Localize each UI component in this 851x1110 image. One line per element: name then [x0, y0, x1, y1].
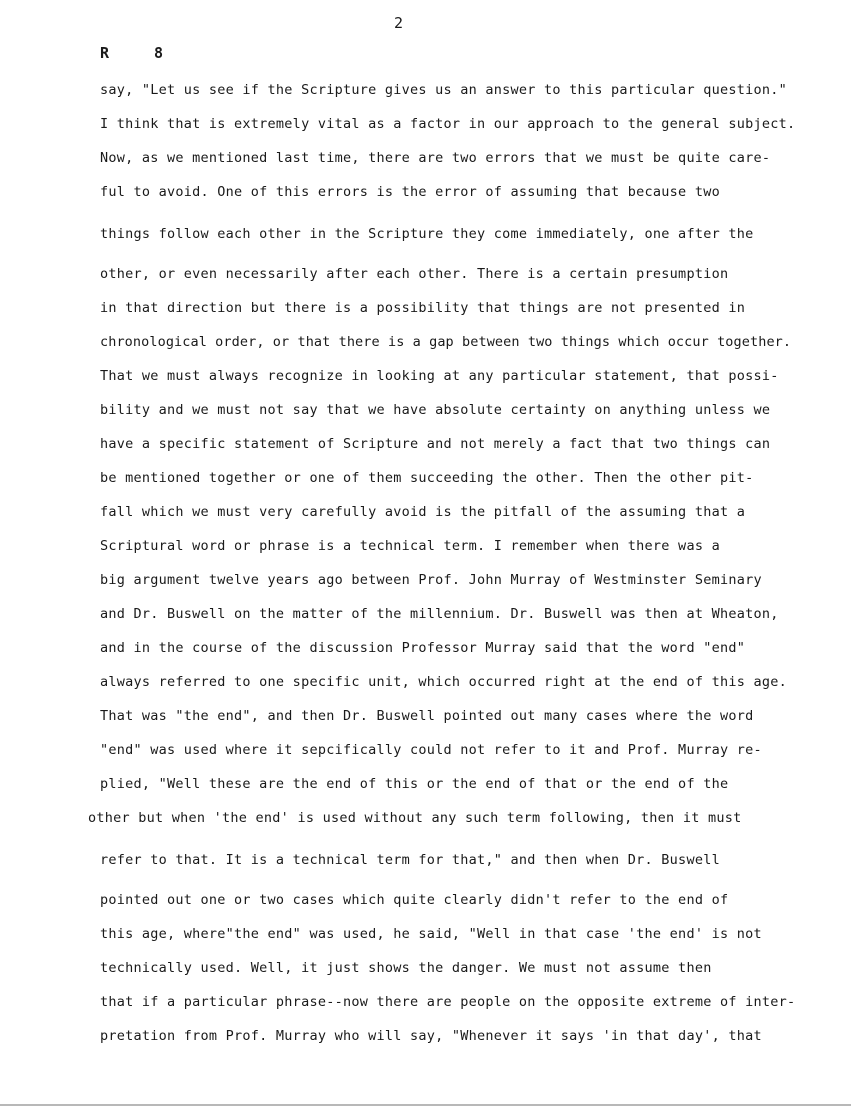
text-line: pointed out one or two cases which quite clearly didn't refer to the end of — [100, 892, 729, 908]
page-bottom-edge — [0, 1104, 851, 1106]
text-line: "end" was used where it sepcifically could not refer to it and Prof. Murray re- — [100, 742, 762, 758]
margin-mark: R 8 — [100, 44, 182, 62]
text-line: be mentioned together or one of them succeeding the other. Then the other pit- — [100, 470, 754, 486]
text-line: That was "the end", and then Dr. Buswell pointed out many cases where the word — [100, 708, 754, 724]
text-line: fall which we must very carefully avoid is the pitfall of the assuming that a — [100, 504, 746, 520]
text-line: and in the course of the discussion Professor Murray said that the word "end" — [100, 640, 746, 656]
text-line: Scriptural word or phrase is a technical term. I remember when there was a — [100, 538, 720, 554]
text-line: always referred to one specific unit, which occurred right at the end of this age. — [100, 674, 787, 690]
text-line: refer to that. It is a technical term for that," and then when Dr. Buswell — [100, 852, 720, 868]
text-line: technically used. Well, it just shows the danger. We must not assume then — [100, 960, 712, 976]
text-line: and Dr. Buswell on the matter of the millennium. Dr. Buswell was then at Wheaton, — [100, 606, 779, 622]
text-line: I think that is extremely vital as a factor in our approach to the general subject. — [100, 116, 796, 132]
text-line: plied, "Well these are the end of this or the end of that or the end of the — [100, 776, 729, 792]
text-line: chronological order, or that there is a gap between two things which occur together. — [100, 334, 792, 350]
text-line: other, or even necessarily after each other. There is a certain presumption — [100, 266, 729, 282]
text-line: That we must always recognize in looking at any particular statement, that possi- — [100, 368, 779, 384]
text-line: other but when 'the end' is used without any such term following, then it must — [88, 810, 742, 826]
text-line: big argument twelve years ago between Prof. John Murray of Westminster Seminary — [100, 572, 762, 588]
text-line: bility and we must not say that we have absolute certainty on anything unless we — [100, 402, 771, 418]
text-line: Now, as we mentioned last time, there are two errors that we must be quite care- — [100, 150, 771, 166]
text-line: that if a particular phrase--now there are people on the opposite extreme of inter- — [100, 994, 796, 1010]
text-line: say, "Let us see if the Scripture gives us an answer to this particular question." — [100, 82, 787, 98]
text-line: in that direction but there is a possibility that things are not presented in — [100, 300, 746, 316]
text-line: have a specific statement of Scripture and not merely a fact that two things can — [100, 436, 771, 452]
text-line: things follow each other in the Scripture they come immediately, one after the — [100, 226, 754, 242]
page-number: 2 — [394, 14, 404, 32]
text-line: ful to avoid. One of this errors is the error of assuming that because two — [100, 184, 720, 200]
text-line: this age, where"the end" was used, he said, "Well in that case 'the end' is not — [100, 926, 762, 942]
text-line: pretation from Prof. Murray who will say, "Whenever it says 'in that day', that — [100, 1028, 762, 1044]
